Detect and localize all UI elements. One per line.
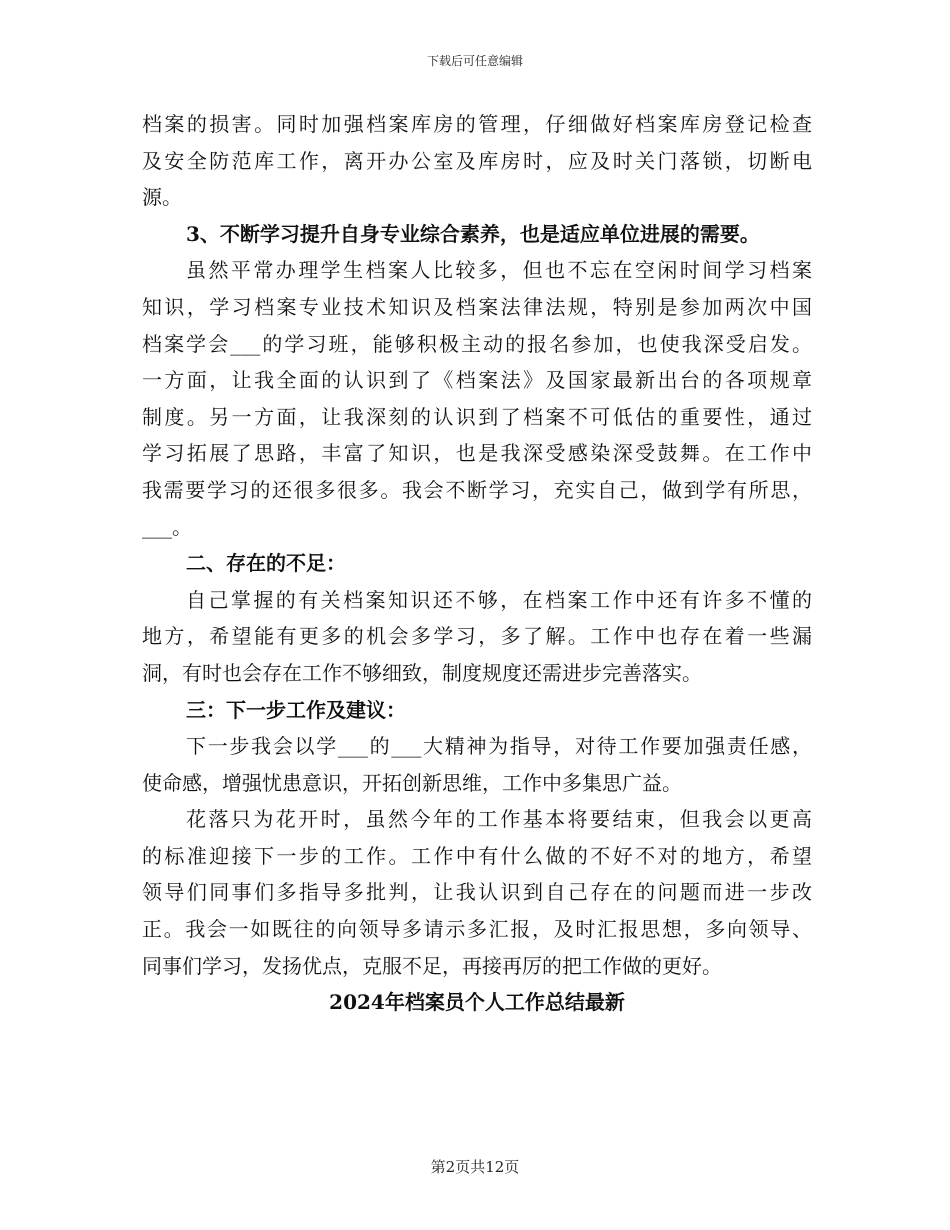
page-footer: 第2页共12页 (430, 1158, 520, 1176)
page-header: 下载后可任意编辑 (426, 54, 523, 68)
heading-item-3 (142, 216, 812, 253)
paragraph-storage (142, 106, 812, 216)
paragraph-shortcomings (142, 582, 812, 692)
heading-shortcomings (142, 545, 812, 582)
text-line: 地方，希望能有更多的机会多学习，多了解。工作中也存在着一些漏 (142, 624, 812, 649)
text-line: 档案的损害。同时加强档案库房的管理，仔细做好档案库房登记检查 (142, 112, 812, 136)
text-line: 学习拓展了思路，丰富了知识，也是我深受感染深受鼓舞。在工作中 (142, 441, 812, 466)
heading-text: 二、存在的不足： (186, 551, 346, 576)
heading-text: 3、不断学习提升自身专业综合素养，也是适应单位进展的需要。 (186, 221, 760, 246)
heading-next-steps (142, 692, 812, 729)
text-line: 虽然平常办理学生档案人比较多，但也不忘在空闲时间学习档案 (186, 258, 812, 283)
text-line: 自己掌握的有关档案知识还不够，在档案工作中还有许多不懂的 (186, 587, 812, 612)
text-line: 及安全防范库工作，离开办公室及库房时，应及时关门落锁，切断电 (142, 148, 812, 173)
text-line: 洞，有时也会存在工作不够细致，制度规度还需进步完善落实。 (142, 660, 702, 685)
document-title: 2024年档案员个人工作总结最新 (329, 990, 625, 1015)
text-line: 正。我会一如既往的向领导多请示多汇报，及时汇报思想，多向领导、 (142, 917, 812, 942)
text-line: 的标准迎接下一步的工作。工作中有什么做的不好不对的地方，希望 (142, 843, 812, 868)
text-line: 档案学会___的学习班，能够积极主动的报名参加，也使我深受启发。 (142, 331, 812, 356)
text-line: 使命感，增强忧患意识，开拓创新思维，工作中多集思广益。 (142, 770, 682, 795)
text-line: 一方面，让我全面的认识到了《档案法》及国家最新出台的各项规章 (142, 368, 812, 393)
text-line: 领导们同事们多指导多批判，让我认识到自己存在的问题而进一步改 (142, 880, 812, 905)
paragraph-next-steps (142, 728, 812, 801)
text-line: 花落只为花开时，虽然今年的工作基本将要结束，但我会以更高 (186, 807, 812, 832)
text-line: 知识，学习档案专业技术知识及档案法律法规，特别是参加两次中国 (142, 294, 812, 319)
text-line: 同事们学习，发扬优点，克服不足，再接再厉的把工作做的更好。 (142, 953, 722, 978)
text-line: ___。 (142, 514, 192, 539)
paragraph-learning (142, 252, 812, 545)
text-line: 制度。另一方面，让我深刻的认识到了档案不可低估的重要性，通过 (142, 404, 812, 429)
text-line: 下一步我会以学___的___大精神为指导，对待工作要加强责任感， (186, 734, 812, 759)
document-body (142, 106, 812, 1021)
heading-text: 三：下一步工作及建议： (186, 697, 406, 722)
text-line: 源。 (142, 185, 182, 210)
text-line: 我需要学习的还很多很多。我会不断学习，充实自己，做到学有所思， (142, 477, 812, 502)
paragraph-closing (142, 801, 812, 984)
